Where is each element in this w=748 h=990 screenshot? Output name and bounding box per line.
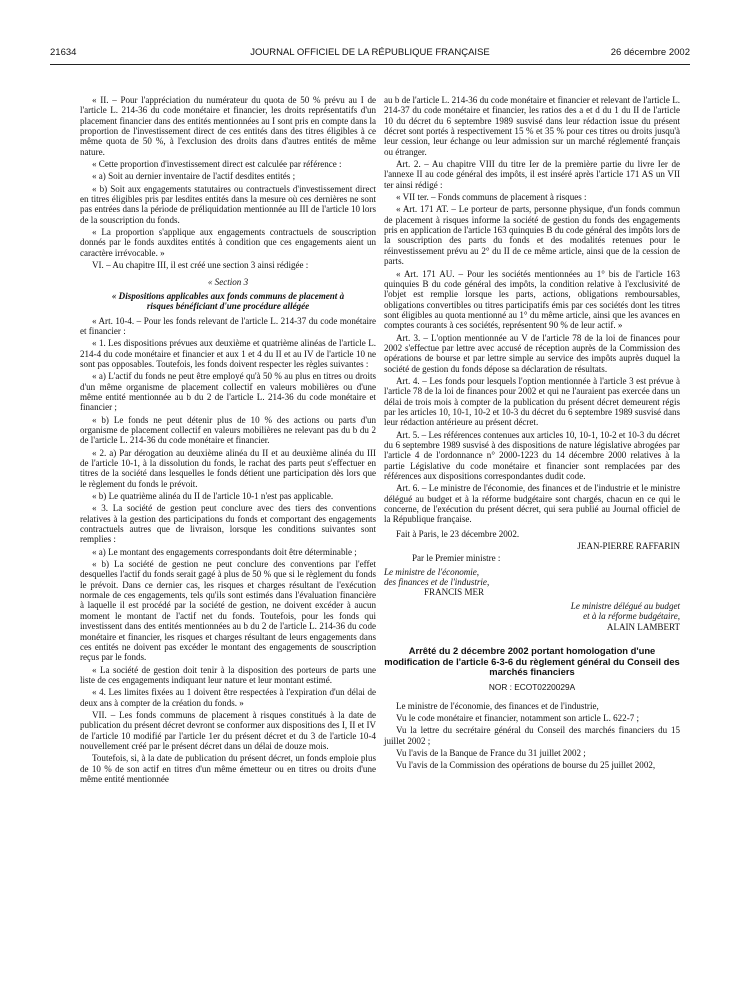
article-2: Art. 2. – Au chapitre VIII du titre Ier de la première partie du livre Ier de l'annexe II au code général des impôts, il est inséré après l'article 171 AS un VII ter ainsi rédigé :: [384, 159, 680, 190]
paragraph: « 1. Les dispositions prévues aux deuxième et quatrième alinéas de l'article L. 214-4 du code monétaire et financier et aux 1 et 4 du II et au IV de l'article 10 ne sont pas opposables. Toutefois, les fonds doivent respecter les règles suivantes :: [80, 338, 376, 369]
delegate-title: et à la réforme budgétaire,: [583, 611, 680, 622]
arrete-line: Vu la lettre du secrétaire général du Conseil des marchés financiers du 15 juillet 2002 ;: [384, 725, 680, 746]
place-date: Fait à Paris, le 23 décembre 2002.: [396, 528, 520, 539]
paragraph: « La société de gestion doit tenir à la disposition des porteurs de parts une liste de ces engagements indiquant leur nature et leur montant estimé.: [80, 664, 376, 685]
paragraph: « a) L'actif du fonds ne peut être employé qu'à 50 % au plus en titres ou droits d'un même organisme de placement collectif en valeurs mobilières ou d'une même entité mentionnée au b du 2 de l'article L. 214-36 du code monétaire et financier ;: [80, 371, 376, 413]
signatory-name: JEAN-PIERRE RAFFARIN: [577, 541, 680, 552]
paragraph: « VII ter. – Fonds communs de placement à risques :: [396, 192, 587, 203]
minister-name: FRANCIS MER: [424, 587, 485, 598]
paragraph: « b) Soit aux engagements statutaires ou contractuels d'investissement direct en titres éligibles pris par lesdites entités dans la mesure où ces dernières ne sont pas entrées dans la période de préliquidation mentionnée au III de l'article 10 lors de la souscription du fonds.: [80, 183, 376, 225]
arrete-line: Vu l'avis de la Commission des opérations de bourse du 25 juillet 2002,: [396, 760, 656, 771]
paragraph: « La proportion s'applique aux engagements contractuels de souscription donnés par le fonds auxdites entités à condition que ces engagements aient un caractère irrévocable. »: [80, 227, 376, 258]
article-6: Art. 6. – Le ministre de l'économie, des finances et de l'industrie et le ministre délégué au budget et à la réforme budgétaire sont chargés, chacun en ce qui le concerne, de l'exécution du présent décret, qui sera publié au Journal officiel de la République française.: [384, 483, 680, 525]
page-number: 21634: [50, 47, 77, 58]
paragraph: « 2. a) Par dérogation au deuxième alinéa du II et au deuxième alinéa du III de l'article 10-1, à la dissolution du fonds, le rachat des parts peut s'effectuer en titres de la société dans lesquelles le fonds détient une participation dès lors que le règlement du fonds le prévoit.: [80, 447, 376, 489]
paragraph: « Art. 10-4. – Pour les fonds relevant de l'article L. 214-37 du code monétaire et financier :: [80, 315, 376, 336]
paragraph: « a) Soit au dernier inventaire de l'actif desdites entités ;: [92, 171, 296, 182]
paragraph: « a) Le montant des engagements correspondants doit être déterminable ;: [92, 546, 357, 557]
paragraph: « b) Le fonds ne peut détenir plus de 10 % des actions ou parts d'un organisme de placement collectif en valeurs mobilières ne relevant pas du b du 2 de l'article L. 214-36 du code monétaire et financier.: [80, 414, 376, 446]
article-3: Art. 3. – L'option mentionnée au V de l'article 78 de la loi de finances pour 2002 s'effectue par lettre avec accusé de réception auprès de la Commission des opérations de bourse et par lettre simple au service des impôts auprès duquel la société de gestion du fonds dépose sa déclaration de résultats.: [384, 332, 680, 374]
paragraph: au b de l'article L. 214-36 du code monétaire et financier et relevant de l'article L. 214-37 du code monétaire et financier, les ratios des a et d du 1 du II de l'article 10 du décret du 6 septembre 1989 susvisé dans leur rédaction issue du présent décret sont portés à respectivement 15 % et 35 % pour ces titres ou droits jusqu'à leur cession, leur échange ou leur admission sur un marché réglementé français ou étranger.: [384, 95, 680, 157]
right-column: [384, 95, 680, 773]
paragraph: « Art. 171 AT. – Le porteur de parts, personne physique, d'un fonds commun de placement à risques informe la société de gestion du fonds des engagements pris en application de l'article 163 quinquies B du code général des impôts lors de la souscription des parts du fonds et des modalités retenues pour le réinvestissement prévu au 2° du II de ce même article, ainsi que de la cession de parts.: [384, 204, 680, 267]
by-prime-minister: Par le Premier ministre :: [412, 553, 501, 564]
paragraph: VI. – Au chapitre III, il est créé une section 3 ainsi rédigée :: [92, 260, 309, 271]
paragraph: « Art. 171 AU. – Pour les sociétés mentionnées au 1° bis de l'article 163 quinquies B du code général des impôts, la condition relative à l'exclusivité de l'objet est remplie lorsque les parts, actions, obligations remboursables, obligations convertibles ou titres participatifs émis par ces sociétés dont les titres sont éligibles au quota mentionné au 1° du même article, ainsi que les avances en comptes courants à ces sociétés, représentent 90 % de leur actif. »: [384, 268, 680, 331]
paragraph: « II. – Pour l'appréciation du numérateur du quota de 50 % prévu au I de l'article L. 214-36 du code monétaire et financier, les droits représentatifs d'un placement financier dans des entités mentionnées au I sont pris en compte dans la proportion de l'investissement direct de ces entités dans des titres éligibles à ce même quota de 50 %, à l'exclusion des droits dans d'autres entités de même nature.: [80, 95, 376, 157]
arrete-line: Vu l'avis de la Banque de France du 31 juillet 2002 ;: [396, 747, 586, 758]
left-column: [80, 95, 376, 786]
paragraph: Toutefois, si, à la date de publication du présent décret, un fonds emploie plus de 10 % de son actif en titres d'un même émetteur ou en titres ou droits d'une même entité mentionnée: [80, 753, 376, 784]
page-header: [50, 47, 690, 63]
paragraph: « Cette proportion d'investissement direct est calculée par référence :: [92, 159, 342, 170]
paragraph: « 4. Les limites fixées au 1 doivent être respectées à l'expiration d'un délai de deux ans à compter de la création du fonds. »: [80, 687, 376, 708]
header-rule: [50, 64, 690, 65]
arrete-line: Le ministre de l'économie, des finances et de l'industrie,: [396, 700, 599, 711]
issue-date: 26 décembre 2002: [610, 47, 690, 58]
minister-title: des finances et de l'industrie,: [384, 577, 490, 588]
paragraph: VII. – Les fonds communs de placement à risques constitués à la date de publication du présent décret devront se conformer aux dispositions des I, II et IV de l'article 10 modifié par l'article 1er du présent décret et du 3 de l'article 10-4 nouvellement créé par le présent décret dans un délai de douze mois.: [80, 709, 376, 751]
arrete-line: Vu le code monétaire et financier, notamment son article L. 622-7 ;: [396, 712, 640, 723]
arrete-title: Arrêté du 2 décembre 2002 portant homologation d'une modification de l'article 6-3-6 du règlement général du Conseil des marchés financiers: [384, 644, 680, 678]
article-5: Art. 5. – Les références contenues aux articles 10, 10-1, 10-2 et 10-3 du décret du 6 septembre 1989 susvisé à des dispositions de nature législative abrogées par l'article 4 de l'ordonnance n° 2000-1223 du 14 décembre 2000 relatives à la partie Législative du code monétaire et financier sont remplacées par des références aux dispositions correspondantes dudit code.: [384, 429, 680, 482]
paragraph: « b) Le quatrième alinéa du II de l'article 10-1 n'est pas applicable.: [92, 491, 334, 502]
delegate-title: Le ministre délégué au budget: [570, 600, 680, 611]
minister-signature: [384, 567, 680, 598]
nor-reference: NOR : ECOT0220029A: [488, 682, 576, 693]
paragraph: « 3. La société de gestion peut conclure avec des tiers des conventions relatives à la gestion des participations du fonds et comportant des engagements contractuels autres que de livraison, lorsque les conditions suivantes sont remplies :: [80, 503, 376, 545]
delegate-signature: [384, 601, 680, 632]
section-heading: « Section 3: [207, 276, 249, 287]
paragraph: « b) La société de gestion ne peut conclure des conventions par l'effet desquelles l'actif du fonds serait gagé à plus de 50 % que si le règlement du fonds le prévoit. Dans ce dernier cas, les risques et charges résultant de l'exécution normale de ces engagements, tels qu'ils sont estimés dans l'évaluation financière à laquelle il est procédé par la société de gestion, ne doivent excéder à aucun moment le montant de l'actif net du fonds. Toutefois, pour les fonds qui investissent dans des entités mentionnées au b du 2 de l'article L. 214-36 du code monétaire et financier, les risques et charges résultant de leurs engagements dans ces entités ne doivent pas excéder le montant des engagements de souscription reçus par le fonds.: [80, 559, 376, 663]
delegate-name: ALAIN LAMBERT: [606, 621, 680, 632]
section-subheading: « Dispositions applicables aux fonds communs de placement à risques bénéficiant d'une procédure allégée: [111, 290, 345, 312]
minister-title: Le ministre de l'économie,: [384, 566, 480, 577]
article-4: Art. 4. – Les fonds pour lesquels l'option mentionnée à l'article 3 est prévue à l'article 78 de la loi de finances pour 2002 et qui ne l'auraient pas exercée dans un délai de trois mois à compter de la publication du présent décret demeurent régis par les articles 10, 10-1, 10-2 et 10-3 du décret du 6 septembre 1989 susvisé dans leur rédaction antérieure au présent décret.: [384, 375, 680, 428]
journal-title: JOURNAL OFFICIEL DE LA RÉPUBLIQUE FRANÇAISE: [250, 47, 490, 58]
